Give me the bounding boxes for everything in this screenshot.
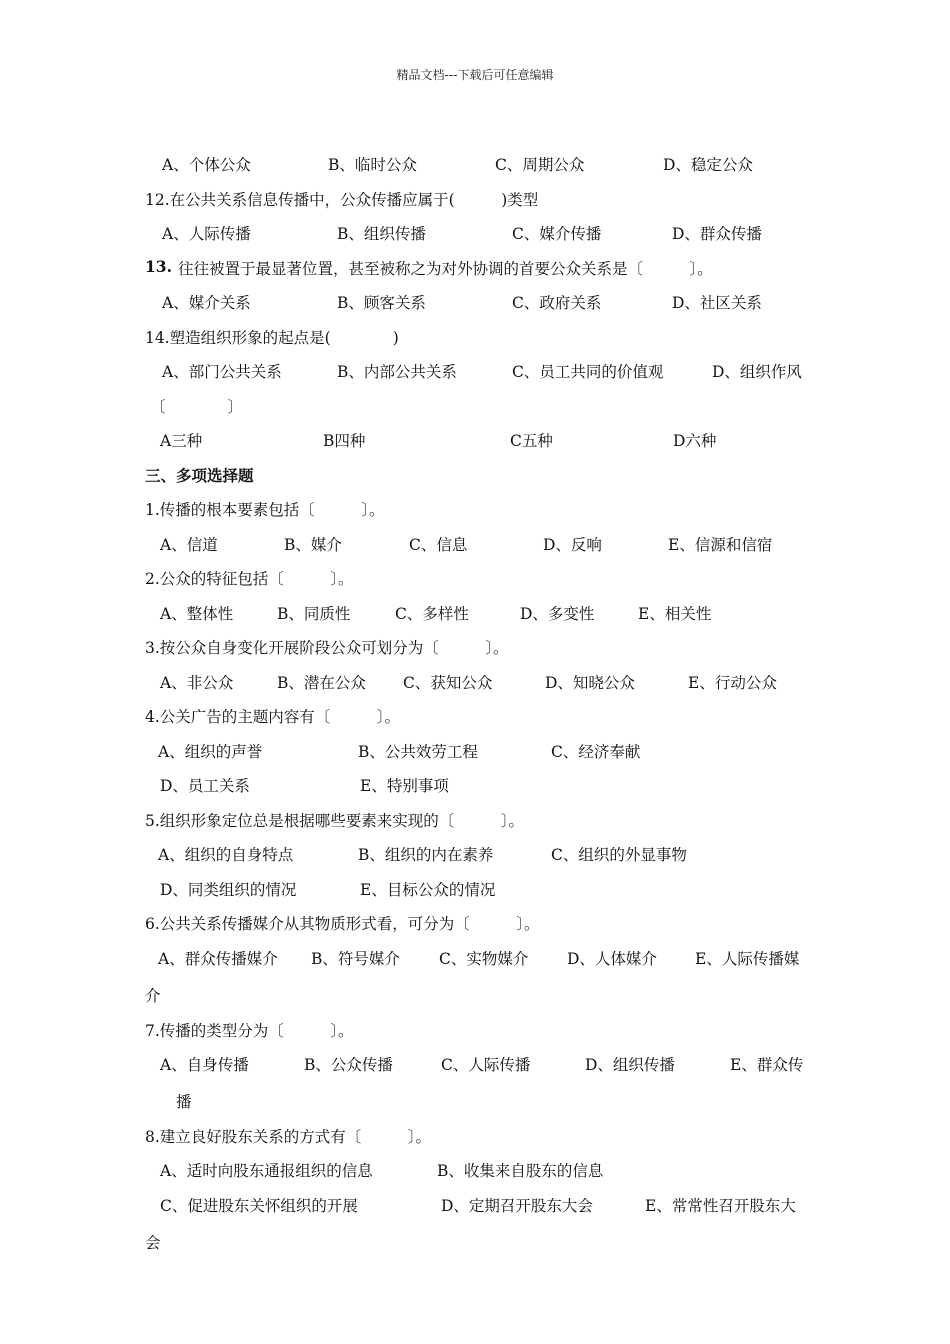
option-d: D、反响 xyxy=(543,536,602,554)
option-b: B、同质性 xyxy=(277,605,351,623)
question-m2: 2.公众的特征包括〔 〕。 xyxy=(145,570,354,588)
option-e-wrap: 介 xyxy=(145,987,161,1005)
option-a: A、群众传播媒介 xyxy=(158,950,278,968)
option-d: D六种 xyxy=(673,432,717,450)
option-d: D、多变性 xyxy=(520,605,595,623)
option-c: C、媒介传播 xyxy=(512,225,602,243)
option-c: C、促进股东关怀组织的开展 xyxy=(160,1197,358,1215)
option-a: A、组织的自身特点 xyxy=(158,846,294,864)
option-c: C、组织的外显事物 xyxy=(551,846,687,864)
option-d: D、组织作风 xyxy=(712,363,802,381)
question-12: 12.在公共关系信息传播中，公众传播应属于( )类型 xyxy=(145,191,539,209)
option-d: D、员工关系 xyxy=(160,777,250,795)
option-c: C、政府关系 xyxy=(512,294,602,312)
option-b: B、潜在公众 xyxy=(277,674,366,692)
option-c: C、人际传播 xyxy=(441,1056,531,1074)
option-b: B、媒介 xyxy=(284,536,342,554)
option-d: D、社区关系 xyxy=(672,294,762,312)
option-b: B、临时公众 xyxy=(328,156,417,174)
question-m5: 5.组织形象定位总是根据哪些要素来实现的〔 〕。 xyxy=(145,812,525,830)
option-d: D、人体媒介 xyxy=(567,950,657,968)
option-e-wrap: 会 xyxy=(145,1234,161,1252)
option-b: B、符号媒介 xyxy=(311,950,400,968)
option-c: C、经济奉献 xyxy=(551,743,641,761)
question-m6: 6.公共关系传播媒介从其物质形式看，可分为〔 〕。 xyxy=(145,915,540,933)
question-m1: 1.传播的根本要素包括〔 〕。 xyxy=(145,501,385,519)
option-a: A、媒介关系 xyxy=(162,294,251,312)
option-d: D、稳定公众 xyxy=(663,156,753,174)
page-header: 精品文档---下载后可任意编辑 xyxy=(396,68,554,82)
option-c: C、员工共同的价值观 xyxy=(512,363,664,381)
option-a: A、适时向股东通报组织的信息 xyxy=(160,1162,373,1180)
option-a: A、自身传播 xyxy=(160,1056,249,1074)
section-heading: 三、多项选择题 xyxy=(145,467,254,485)
option-b: B、公共效劳工程 xyxy=(358,743,478,761)
option-d: D、群众传播 xyxy=(672,225,762,243)
option-e: E、特别事项 xyxy=(360,777,449,795)
option-e-wrap: 播 xyxy=(176,1093,192,1111)
option-b: B、内部公共关系 xyxy=(337,363,457,381)
option-d: D、知晓公众 xyxy=(545,674,635,692)
question-13-number: 13. xyxy=(145,257,172,276)
option-d: D、同类组织的情况 xyxy=(160,881,297,899)
question-m3: 3.按公众自身变化开展阶段公众可划分为〔 〕。 xyxy=(145,639,509,657)
option-c: C、周期公众 xyxy=(495,156,585,174)
option-a: A、个体公众 xyxy=(162,156,251,174)
option-e: E、人际传播媒 xyxy=(695,950,800,968)
option-a: A、信道 xyxy=(160,536,218,554)
option-e: E、相关性 xyxy=(638,605,712,623)
option-a: A三种 xyxy=(160,432,203,450)
option-c: C、多样性 xyxy=(395,605,469,623)
option-b: B、顾客关系 xyxy=(337,294,426,312)
option-e: E、群众传 xyxy=(730,1056,804,1074)
option-b: B、收集来自股东的信息 xyxy=(437,1162,604,1180)
question-14: 14.塑造组织形象的起点是( ) xyxy=(145,329,399,347)
option-e: E、目标公众的情况 xyxy=(360,881,496,899)
option-c: C、信息 xyxy=(409,536,468,554)
option-a: A、非公众 xyxy=(160,674,234,692)
option-b: B、公众传播 xyxy=(304,1056,393,1074)
option-c: C五种 xyxy=(510,432,553,450)
option-a: A、人际传播 xyxy=(162,225,251,243)
option-e: E、信源和信宿 xyxy=(668,536,773,554)
option-b: B、组织传播 xyxy=(337,225,426,243)
option-c: C、获知公众 xyxy=(403,674,493,692)
question-blank: 〔 〕 xyxy=(150,398,244,416)
option-e: E、行动公众 xyxy=(688,674,777,692)
option-a: A、整体性 xyxy=(160,605,234,623)
question-m8: 8.建立良好股东关系的方式有〔 〕。 xyxy=(145,1128,432,1146)
question-13: 往往被置于最显著位置，甚至被称之为对外协调的首要公众关系是〔 〕。 xyxy=(178,260,713,278)
option-a: A、部门公共关系 xyxy=(162,363,282,381)
option-c: C、实物媒介 xyxy=(439,950,529,968)
option-e: E、常常性召开股东大 xyxy=(645,1197,796,1215)
option-b: B四种 xyxy=(323,432,366,450)
option-d: D、定期召开股东大会 xyxy=(441,1197,593,1215)
option-d: D、组织传播 xyxy=(585,1056,675,1074)
question-m7: 7.传播的类型分为〔 〕。 xyxy=(145,1022,354,1040)
question-m4: 4.公关广告的主题内容有〔 〕。 xyxy=(145,708,401,726)
option-a: A、组织的声誉 xyxy=(158,743,263,761)
option-b: B、组织的内在素养 xyxy=(358,846,494,864)
